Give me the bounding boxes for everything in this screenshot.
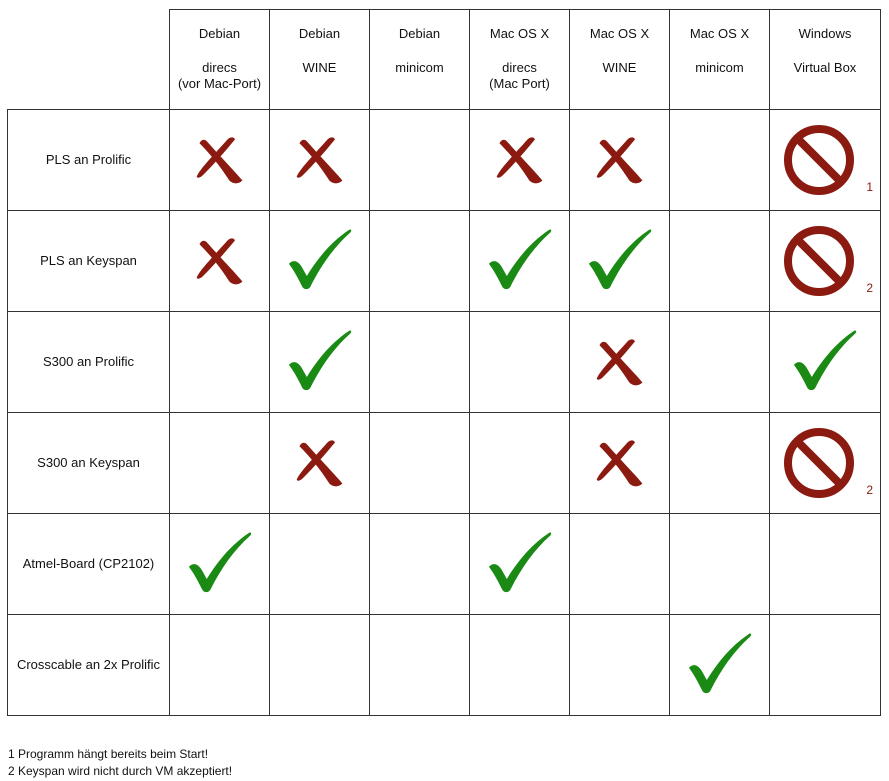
table-row <box>8 312 881 413</box>
column-header <box>270 10 370 110</box>
result-cell <box>270 615 370 716</box>
check-mark-icon <box>487 226 553 292</box>
result-cell <box>770 312 881 413</box>
spacer <box>670 42 769 60</box>
row-label-cell <box>8 514 170 615</box>
result-cell <box>370 312 470 413</box>
column-tool: WINE <box>602 60 637 75</box>
prohibited-icon <box>782 426 856 500</box>
column-tool: direcs <box>202 60 237 75</box>
spacer <box>470 42 569 60</box>
table-row <box>8 514 881 615</box>
footnote-1: 1 Programm hängt bereits beim Start! <box>8 747 209 761</box>
check-mark-icon <box>287 226 353 292</box>
column-os: Debian <box>198 26 241 41</box>
column-header <box>170 10 270 110</box>
result-cell <box>270 110 370 211</box>
prohibited-icon <box>782 224 856 298</box>
spacer <box>570 42 669 60</box>
column-header-text <box>770 26 880 76</box>
column-os: Mac OS X <box>689 26 750 41</box>
result-cell <box>670 211 770 312</box>
footnote-marker: 2 <box>866 483 873 497</box>
row-label-cell <box>8 413 170 514</box>
result-cell <box>470 110 570 211</box>
footnotes <box>8 746 232 780</box>
column-header <box>370 10 470 110</box>
result-cell <box>770 615 881 716</box>
result-cell <box>270 514 370 615</box>
result-cell <box>770 211 881 312</box>
row-label: Atmel-Board (CP2102) <box>22 556 155 571</box>
result-cell <box>470 312 570 413</box>
column-header-text <box>470 26 569 92</box>
row-label: PLS an Prolific <box>45 152 132 167</box>
result-cell <box>770 110 881 211</box>
row-label-cell <box>8 615 170 716</box>
result-cell <box>670 110 770 211</box>
x-mark-icon <box>192 132 248 188</box>
row-label: PLS an Keyspan <box>40 253 137 268</box>
x-mark-icon <box>292 132 348 188</box>
check-mark-icon <box>187 529 253 595</box>
table-row <box>8 615 881 716</box>
result-cell <box>170 110 270 211</box>
result-cell <box>670 413 770 514</box>
result-cell <box>370 110 470 211</box>
result-cell <box>670 615 770 716</box>
x-mark-icon <box>192 233 248 289</box>
check-mark-icon <box>487 529 553 595</box>
column-os: Mac OS X <box>489 26 550 41</box>
column-tool: minicom <box>395 60 444 75</box>
result-cell <box>670 312 770 413</box>
x-mark-icon <box>592 132 648 188</box>
result-cell <box>170 312 270 413</box>
corner-cell <box>8 10 170 110</box>
x-mark-icon <box>592 435 648 491</box>
result-cell <box>470 615 570 716</box>
result-cell <box>170 615 270 716</box>
compatibility-table <box>7 9 881 716</box>
footnote-marker: 1 <box>866 180 873 194</box>
row-label-cell <box>8 110 170 211</box>
table-row <box>8 110 881 211</box>
result-cell <box>570 514 670 615</box>
footnote-marker: 2 <box>866 281 873 295</box>
column-note: (Mac Port) <box>489 76 550 91</box>
column-os: Mac OS X <box>589 26 650 41</box>
spacer <box>170 42 269 60</box>
column-os: Windows <box>798 26 852 41</box>
result-cell <box>170 514 270 615</box>
result-cell <box>770 413 881 514</box>
result-cell <box>570 312 670 413</box>
column-header-text <box>170 26 269 92</box>
column-tool: WINE <box>302 60 337 75</box>
table-row <box>8 413 881 514</box>
result-cell <box>370 413 470 514</box>
result-cell <box>170 211 270 312</box>
column-header <box>570 10 670 110</box>
result-cell <box>570 615 670 716</box>
column-header-text <box>270 26 369 76</box>
result-cell <box>470 514 570 615</box>
column-header <box>670 10 770 110</box>
column-header-text <box>570 26 669 76</box>
prohibited-icon <box>782 123 856 197</box>
header-row <box>8 10 881 110</box>
footnote-2: 2 Keyspan wird nicht durch VM akzeptiert! <box>8 764 233 778</box>
column-tool: direcs <box>502 60 537 75</box>
result-cell <box>370 615 470 716</box>
x-mark-icon <box>592 334 648 390</box>
row-label-cell <box>8 312 170 413</box>
column-header <box>470 10 570 110</box>
x-mark-icon <box>492 132 548 188</box>
check-mark-icon <box>587 226 653 292</box>
column-tool: minicom <box>695 60 744 75</box>
column-os: Debian <box>398 26 441 41</box>
column-tool: Virtual Box <box>793 60 857 75</box>
row-label: S300 an Prolific <box>42 354 135 369</box>
column-header-text <box>670 26 769 76</box>
result-cell <box>270 413 370 514</box>
column-note: (vor Mac-Port) <box>177 76 262 91</box>
result-cell <box>270 211 370 312</box>
result-cell <box>570 110 670 211</box>
spacer <box>370 42 469 60</box>
row-label: Crosscable an 2x Prolific <box>16 657 161 672</box>
column-os: Debian <box>298 26 341 41</box>
result-cell <box>470 413 570 514</box>
result-cell <box>170 413 270 514</box>
result-cell <box>570 211 670 312</box>
result-cell <box>570 413 670 514</box>
result-cell <box>370 211 470 312</box>
result-cell <box>270 312 370 413</box>
column-header <box>770 10 881 110</box>
check-mark-icon <box>287 327 353 393</box>
column-header-text <box>370 26 469 76</box>
result-cell <box>770 514 881 615</box>
check-mark-icon <box>687 630 753 696</box>
spacer <box>770 42 880 60</box>
row-label: S300 an Keyspan <box>37 455 140 470</box>
row-label-cell <box>8 211 170 312</box>
x-mark-icon <box>292 435 348 491</box>
check-mark-icon <box>792 327 858 393</box>
result-cell <box>670 514 770 615</box>
table-row <box>8 211 881 312</box>
spacer <box>270 42 369 60</box>
result-cell <box>370 514 470 615</box>
result-cell <box>470 211 570 312</box>
